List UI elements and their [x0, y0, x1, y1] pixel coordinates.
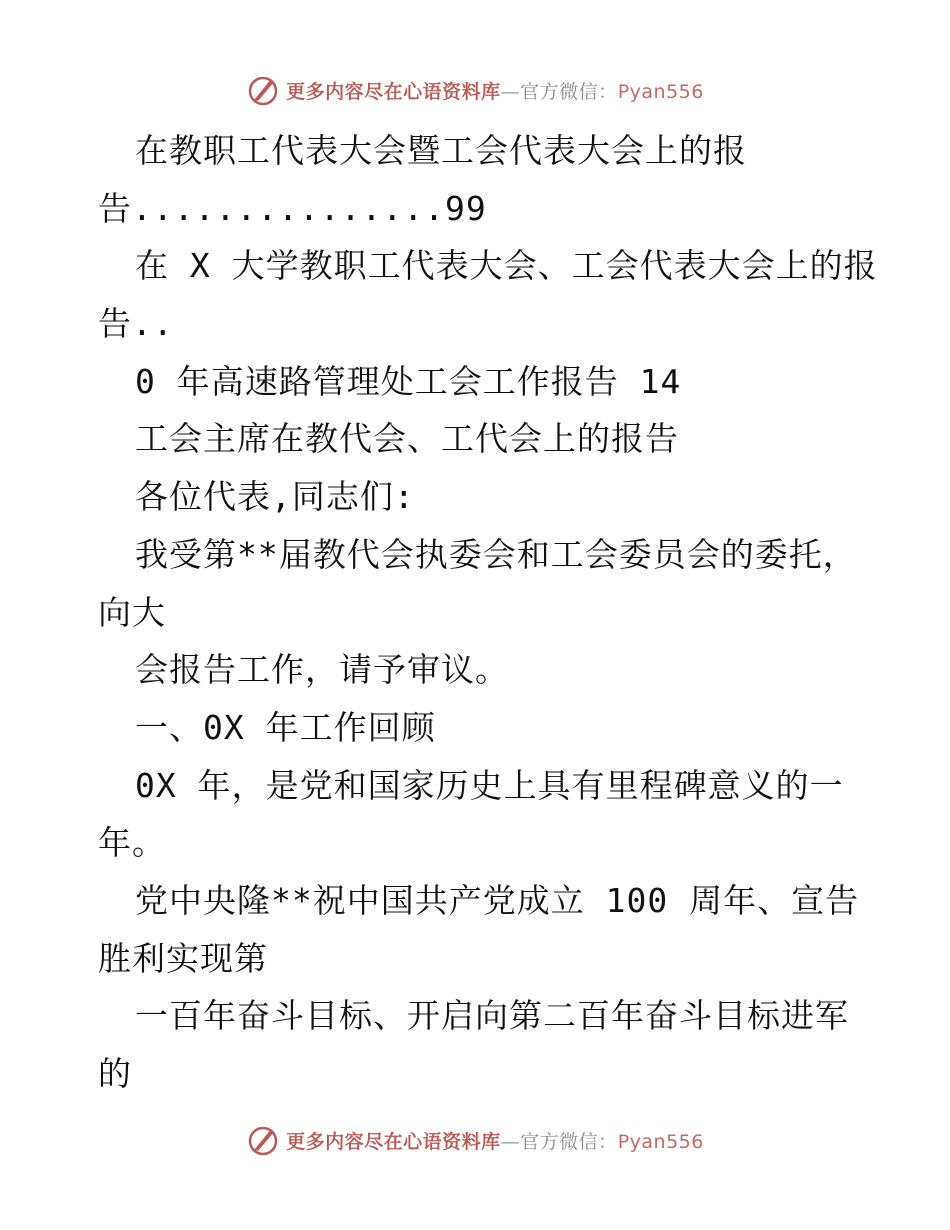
- text-line: 0X 年，是党和国家历史上具有里程碑意义的一: [135, 765, 844, 805]
- banner-account: Pyan556: [617, 80, 704, 103]
- banner-text: [286, 77, 704, 104]
- text-line: 向大: [98, 592, 166, 632]
- text-line: 的: [98, 1054, 132, 1093]
- banner-account: Pyan556: [617, 1130, 704, 1153]
- document-body: [98, 122, 878, 1103]
- text-line: 会报告工作，请予审议。: [135, 650, 509, 690]
- banner-text: [286, 1127, 704, 1154]
- text-line: 一、0X 年工作回顾: [135, 707, 436, 747]
- text-line: 胜利实现第: [98, 938, 268, 978]
- text-line: 我受第**届教代会执委会和工会委员会的委托，: [135, 534, 857, 574]
- text-line: 各位代表,同志们:: [135, 477, 415, 517]
- banner-separator: —: [500, 80, 521, 103]
- quill-logo-icon: [246, 1123, 280, 1157]
- text-line: 在 X 大学教职工代表大会、工会代表大会上的报: [135, 246, 878, 286]
- text-line: 工会主席在教代会、工代会上的报告: [135, 419, 679, 459]
- header-watermark-banner: [0, 70, 950, 110]
- banner-brand: 更多内容尽在心语资料库: [286, 80, 501, 103]
- banner-brand: 更多内容尽在心语资料库: [286, 1130, 501, 1153]
- banner-official-label: 官方微信：: [520, 80, 618, 103]
- quill-logo-icon: [246, 73, 280, 107]
- footer-watermark-banner: [0, 1120, 950, 1160]
- text-line: 告..: [98, 304, 174, 344]
- text-line: 一百年奋斗目标、开启向第二百年奋斗目标进军: [135, 996, 849, 1036]
- text-line: 0 年高速路管理处工会工作报告 14: [135, 361, 682, 401]
- text-line: 党中央隆**祝中国共产党成立 100 周年、宣告: [135, 880, 860, 920]
- text-line: 告...............99: [98, 188, 487, 228]
- text-line: 在教职工代表大会暨工会代表大会上的报: [135, 131, 747, 170]
- text-line: 年。: [98, 823, 166, 863]
- banner-official-label: 官方微信：: [520, 1130, 618, 1153]
- banner-separator: —: [500, 1130, 521, 1153]
